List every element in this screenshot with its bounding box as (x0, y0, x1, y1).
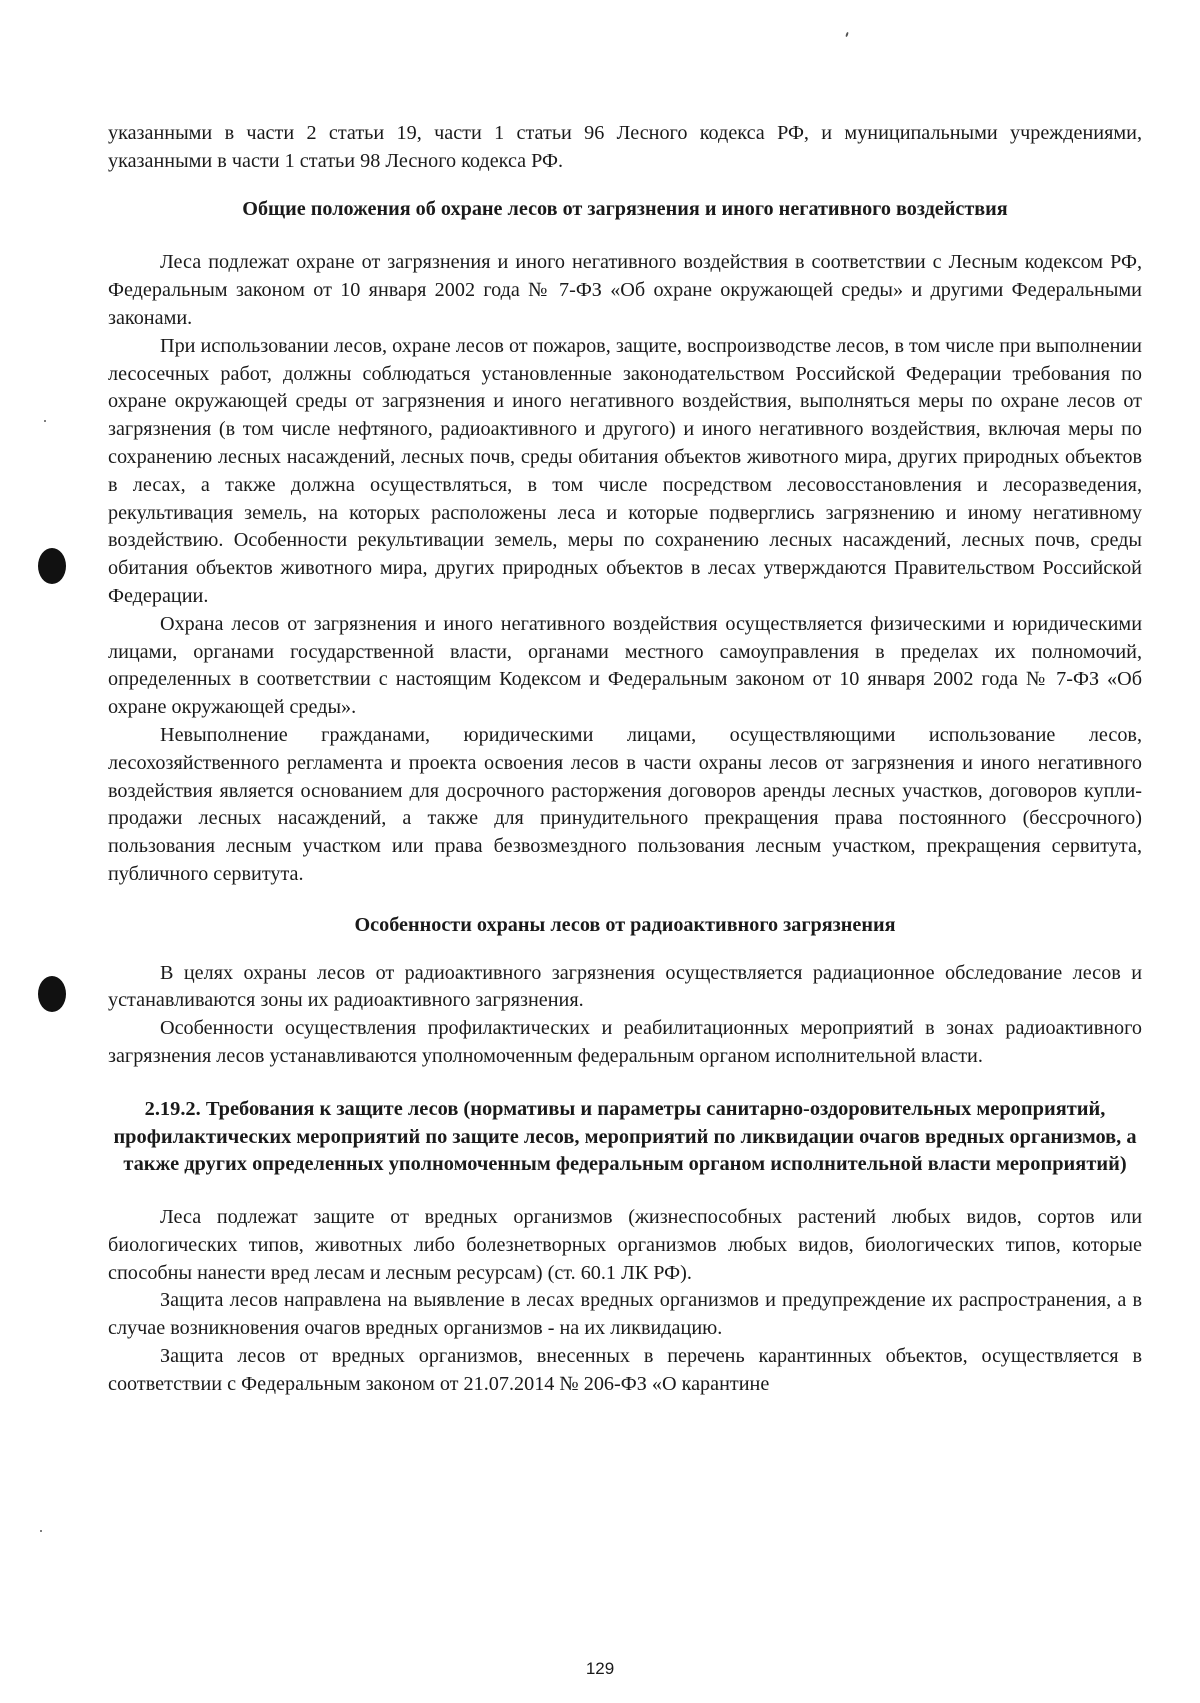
section-heading-radioactive-pollution: Особенности охраны лесов от радиоактивного загрязнения (354, 913, 896, 936)
punch-hole-upper (38, 548, 66, 584)
section-heading-pollution-protection: Общие положения об охране лесов от загрязнения и иного негативного воздействия (242, 197, 1008, 220)
scan-speck (44, 420, 46, 422)
lead-paragraph: указанными в части 2 статьи 19, части 1 статьи 96 Лесного кодекса РФ, и муниципальными учреждениями, указанными в части 1 статьи 98 Лесного кодекса РФ. (108, 122, 1142, 172)
body-paragraph: Невыполнение гражданами, юридическими лицами, осуществляющими использование лесов, лесохозяйственного регламента и проекта освоения лесов в части охраны лесов от загрязнения и иного негативного воздействия является основанием для досрочного расторжения договоров аренды лесных участков, договоров купли-продажи лесных насаждений, а также для принудительного прекращения права постоянного (бессрочного) пользования лесным участком или права безвозмездного пользования лесным участком, прекращения сервитута, публичного сервитута. (108, 723, 1142, 885)
body-paragraph: При использовании лесов, охране лесов от пожаров, защите, воспроизводстве лесов, в том числе при выполнении лесосечных работ, должны соблюдаться установленные законодательством Российской Федерации требования по охране окружающей среды от загрязнения и иного негативного воздействия, выполняться меры по охране лесов от загрязнения (в том числе нефтяного, радиоактивного и другого) и иного негативного воздействия, включая меры по сохранению лесных насаждений, лесных почв, среды обитания объектов животного мира, других природных объектов в лесах, а также должна осуществляться, в том числе посредством лесовосстановления и лесоразведения, рекультивация земель, на которых расположены леса и которые подверглись загрязнению и иному негативному воздействию. Особенности рекультивации земель, меры по сохранению лесных насаждений, лесных почв, среды обитания объектов животного мира, других природных объектов в лесах утверждаются Правительством Российской Федерации. (108, 334, 1142, 607)
body-paragraph: Охрана лесов от загрязнения и иного негативного воздействия осуществляется физическими и юридическими лицами, органами государственной власти, органами местного самоуправления в пределах их полномочий, определенных в соответствии с настоящим Кодексом и Федеральным законом от 10 января 2002 года № 7-ФЗ «Об охране окружающей среды». (108, 612, 1142, 719)
body-paragraph: Защита лесов направлена на выявление в лесах вредных организмов и предупреждение их распространения, а в случае возникновения очагов вредных организмов - на их ликвидацию. (108, 1289, 1142, 1340)
scan-speck (40, 1530, 42, 1532)
body-paragraph: Особенности осуществления профилактических и реабилитационных мероприятий в зонах радиоактивного загрязнения лесов устанавливаются уполномоченным федеральным органом исполнительной власти. (108, 1017, 1142, 1067)
document-page (108, 120, 1142, 1399)
scan-speck (845, 32, 849, 37)
punch-hole-lower (38, 976, 66, 1012)
page-number: 129 (585, 1659, 615, 1678)
body-paragraph: Леса подлежат защите от вредных организмов (жизнеспособных растений любых видов, сортов или биологических типов, животных либо болезнетворных организмов любых видов, биологических типов, которые способны нанести вред лесам и лесным ресурсам) (ст. 60.1 ЛК РФ). (108, 1206, 1142, 1284)
body-paragraph: Леса подлежат охране от загрязнения и иного негативного воздействия в соответствии с Лесным кодексом РФ, Федеральным законом от 10 января 2002 года № 7-ФЗ «Об охране окружающей среды» и другими Федеральными законами. (108, 251, 1142, 329)
body-paragraph: В целях охраны лесов от радиоактивного загрязнения осуществляется радиационное обследование лесов и устанавливаются зоны их радиоактивного загрязнения. (108, 961, 1142, 1012)
section-heading-forest-protection-requirements: 2.19.2. Требования к защите лесов (нормативы и параметры санитарно-оздоровительных мероприятий, профилактических мероприятий по защите лесов, мероприятий по ликвидации очагов вредных организмов, а также других определенных уполномоченным федеральным органом исполнительной власти мероприятий) (113, 1097, 1137, 1176)
body-paragraph: Защита лесов от вредных организмов, внесенных в перечень карантинных объектов, осуществляется в соответствии с Федеральным законом от 21.07.2014 № 206-ФЗ «О карантине (108, 1345, 1142, 1395)
